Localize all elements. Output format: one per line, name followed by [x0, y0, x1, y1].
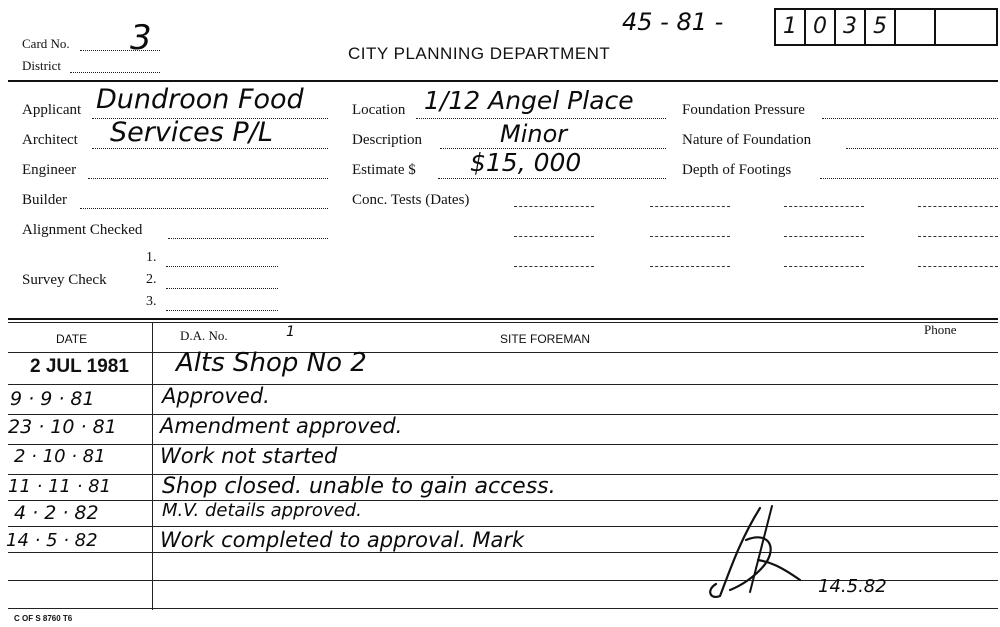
log-date: 11 · 11 · 81	[8, 476, 112, 497]
district-line	[70, 72, 160, 73]
applicant-value: Dundroon Food	[96, 84, 304, 115]
foundation-pressure-line	[822, 118, 998, 119]
log-row-line	[8, 384, 998, 385]
nature-foundation-label: Nature of Foundation	[682, 132, 812, 148]
file-ref-prefix: 45 - 81 -	[622, 8, 724, 36]
log-entry: Work not started	[160, 444, 338, 468]
location-value: 1/12 Angel Place	[424, 86, 634, 115]
file-digit-box: 5	[866, 10, 896, 44]
location-label: Location	[352, 102, 406, 118]
log-date: 23 · 10 · 81	[8, 416, 117, 438]
log-row-line	[8, 608, 998, 609]
survey-number: 3.	[146, 294, 157, 309]
da-tick: 1	[286, 324, 295, 340]
log-entry: M.V. details approved.	[162, 500, 362, 521]
log-row-line	[8, 414, 998, 415]
file-digit-box	[936, 10, 996, 44]
date-header: DATE	[56, 332, 88, 346]
foundation-pressure-label: Foundation Pressure	[682, 102, 805, 118]
engineer-label: Engineer	[22, 162, 77, 178]
estimate-label: Estimate $	[352, 162, 416, 178]
conc-test-line	[650, 236, 730, 237]
survey-line	[166, 288, 278, 289]
log-date-stamp: 2 JUL 1981	[30, 356, 129, 377]
depth-footings-line	[820, 178, 998, 179]
page-title: CITY PLANNING DEPARTMENT	[348, 44, 611, 63]
conc-test-line	[918, 206, 998, 207]
estimate-value: $15, 000	[470, 148, 582, 177]
location-line	[416, 118, 666, 119]
file-digit-box	[896, 10, 936, 44]
conc-test-line	[514, 206, 594, 207]
log-top-border-inner	[8, 322, 998, 323]
conc-test-line	[784, 266, 864, 267]
signature-date: 14.5.82	[818, 576, 887, 597]
conc-test-line	[918, 236, 998, 237]
conc-test-line	[650, 206, 730, 207]
log-row-line	[8, 526, 998, 527]
description-label: Description	[352, 132, 422, 148]
nature-foundation-line	[846, 148, 998, 149]
log-entry: Shop closed. unable to gain access.	[162, 474, 556, 499]
site-foreman-header: SITE FOREMAN	[500, 332, 591, 346]
phone-header: Phone	[924, 322, 957, 337]
conc-test-line	[918, 266, 998, 267]
header-divider	[8, 80, 998, 82]
log-entry: Alts Shop No 2	[176, 348, 367, 378]
architect-value: Services P/L	[110, 117, 273, 148]
description-value: Minor	[500, 120, 568, 148]
file-digit-box: 3	[836, 10, 866, 44]
conc-test-line	[784, 206, 864, 207]
architect-line	[92, 148, 328, 149]
builder-line	[80, 208, 328, 209]
architect-label: Architect	[22, 132, 78, 148]
date-column-divider	[152, 322, 153, 610]
file-number-boxes	[774, 8, 998, 46]
log-row-line	[8, 352, 998, 353]
applicant-label: Applicant	[22, 102, 82, 118]
log-date: 14 · 5 · 82	[6, 530, 98, 551]
log-row-line	[8, 552, 998, 553]
survey-label: Survey Check	[22, 272, 107, 288]
da-header: D.A. No.	[180, 328, 228, 343]
log-date: 2 · 10 · 81	[14, 446, 106, 467]
alignment-label: Alignment Checked	[22, 222, 143, 238]
survey-number: 2.	[146, 272, 157, 287]
log-row-line	[8, 500, 998, 501]
conc-test-line	[514, 236, 594, 237]
survey-number: 1.	[146, 250, 157, 265]
log-row-line	[8, 444, 998, 445]
form-code: C OF S 8760 T6	[14, 614, 73, 623]
file-digit-box: 0	[806, 10, 836, 44]
file-digit-box: 1	[776, 10, 806, 44]
conc-test-line	[784, 236, 864, 237]
builder-label: Builder	[22, 192, 67, 208]
log-top-border	[8, 318, 998, 320]
card-no-value: 3	[130, 18, 152, 58]
engineer-line	[88, 178, 328, 179]
estimate-line	[438, 178, 666, 179]
conc-test-line	[514, 266, 594, 267]
conc-test-line	[650, 266, 730, 267]
survey-line	[166, 310, 278, 311]
card-no-label: Card No.	[22, 36, 70, 51]
district-label: District	[22, 58, 61, 73]
depth-footings-label: Depth of Footings	[682, 162, 792, 178]
alignment-line	[168, 238, 328, 239]
log-entry: Approved.	[162, 384, 270, 408]
log-date: 9 · 9 · 81	[10, 388, 95, 410]
log-date: 4 · 2 · 82	[14, 502, 99, 524]
log-entry: Amendment approved.	[160, 414, 403, 438]
conc-tests-label: Conc. Tests (Dates)	[352, 192, 470, 208]
inspector-signature	[700, 500, 830, 605]
log-entry: Work completed to approval. Mark	[160, 528, 525, 552]
survey-line	[166, 266, 278, 267]
